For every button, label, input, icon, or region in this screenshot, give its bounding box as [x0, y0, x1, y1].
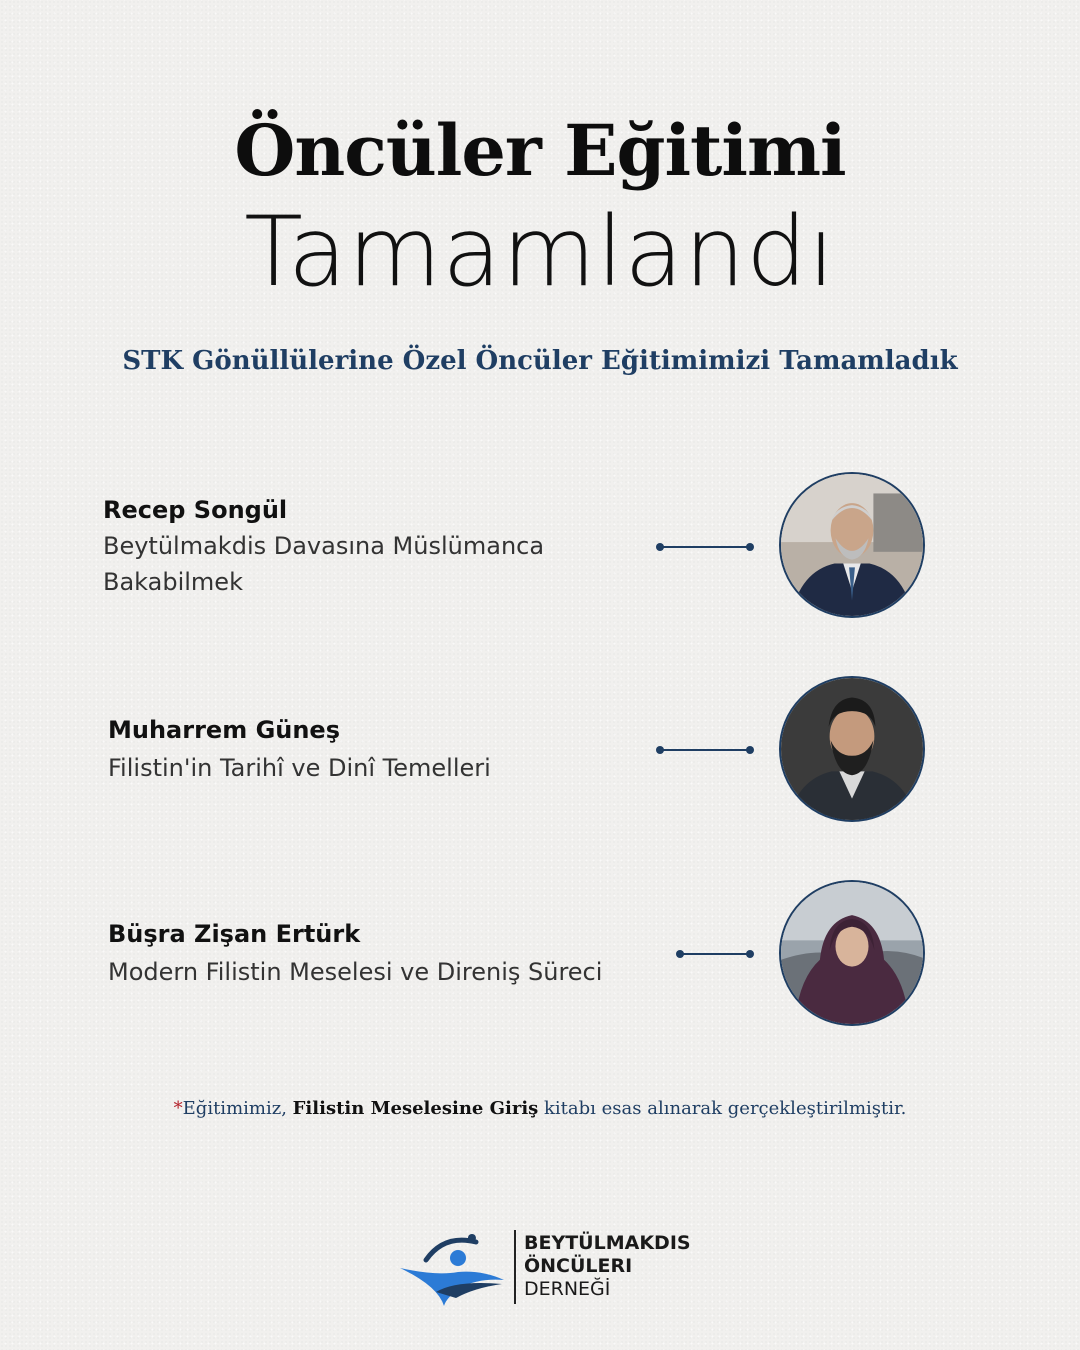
footnote	[0, 1098, 1080, 1119]
logo-line-2: ÖNCÜLERI	[524, 1255, 633, 1277]
speaker-card	[0, 470, 1080, 630]
footnote-suffix: kitabı esas alınarak gerçekleştirilmiştir.	[538, 1098, 907, 1119]
connector-line	[680, 953, 750, 955]
page-title-secondary: Tamamlandı	[244, 196, 836, 308]
speaker-topic: Filistin'in Tarihî ve Dinî Temelleri	[108, 754, 491, 782]
page-subtitle: STK Gönüllülerine Özel Öncüler Eğitimimizi Tamamladık	[122, 346, 958, 376]
speaker-topic: Modern Filistin Meselesi ve Direniş Süreci	[108, 958, 603, 986]
speaker-name: Büşra Zişan Ertürk	[108, 920, 361, 948]
connector-line	[660, 546, 750, 548]
footnote-book-title: Filistin Meselesine Giriş	[292, 1098, 539, 1119]
speaker-photo	[779, 880, 925, 1026]
crescent-figure-logo-icon	[396, 1226, 508, 1308]
speaker-topic: Beytülmakdis Davasına Müslümanca Bakabilmek	[103, 532, 545, 596]
page-title: Öncüler Eğitimi	[234, 109, 846, 192]
footnote-star: *	[173, 1098, 183, 1119]
person-photo-icon	[781, 678, 923, 820]
person-photo-icon	[781, 474, 923, 616]
speaker-card	[0, 674, 1080, 834]
speaker-name: Muharrem Güneş	[108, 716, 340, 744]
logo-line-1: BEYTÜLMAKDIS	[524, 1232, 691, 1254]
logo-divider	[514, 1230, 516, 1304]
organization-logo	[396, 1226, 696, 1308]
connector-line	[660, 749, 750, 751]
person-photo-icon	[781, 882, 923, 1024]
logo-text	[524, 1232, 691, 1301]
speaker-photo	[779, 472, 925, 618]
footnote-prefix: Eğitimimiz,	[182, 1098, 293, 1119]
speaker-name: Recep Songül	[103, 496, 288, 524]
logo-line-3: DERNEĞİ	[524, 1278, 611, 1300]
speaker-photo	[779, 676, 925, 822]
speaker-card	[0, 878, 1080, 1038]
